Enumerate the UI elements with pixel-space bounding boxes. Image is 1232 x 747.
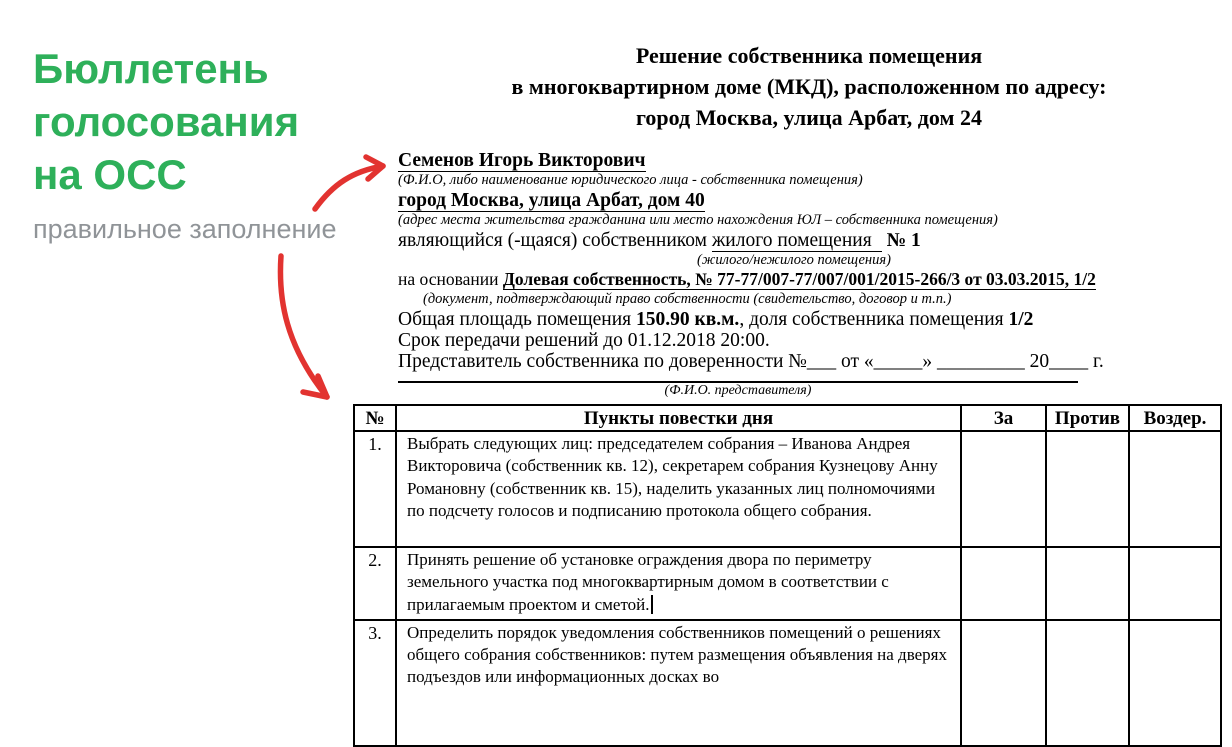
owner-name-caption: (Ф.И.О, либо наименование юридического лица - собственника помещения) [398,172,863,188]
document-title-line-3: город Москва, улица Арбат, дом 24 [635,105,983,130]
premise-number-value: № 1 [886,230,921,251]
agenda-table [353,404,1222,747]
row-3-vote-abstain-cell[interactable] [1129,620,1221,746]
share-value: 1/2 [1008,309,1034,330]
col-header-against: Против [1046,405,1129,431]
premise-type-value: жилого помещения [712,230,882,252]
row-3-vote-against-cell[interactable] [1046,620,1129,746]
promo-title-line-3: на ОСС [33,151,187,198]
owner-address-caption: (адрес места жительства гражданина или место нахождения ЮЛ – собственника помещения) [398,212,998,228]
deadline-line: Срок передачи решений до 01.12.2018 20:00. [398,330,770,351]
premise-prefix: являющийся (-щаяся) собственником [398,230,707,251]
row-3-vote-for-cell[interactable] [961,620,1046,746]
area-prefix: Общая площадь помещения [398,309,632,330]
row-1-vote-against-cell[interactable] [1046,431,1129,547]
row-1-agenda-value: Выбрать следующих лиц: председателем собрания – Иванова Андрея Викторовича (собственник кв. 12), секретарем собрания Кузнецову Анну Романовну (собственник кв. 15), наделить указанных лиц полномочиями по подсчету голосов и подписанию протокола общего собрания. [407,434,938,520]
table-row [354,431,1221,547]
ballot-document [398,0,1220,399]
row-3-number: 3. [354,620,396,746]
row-2-vote-abstain-cell[interactable] [1129,547,1221,620]
basis-caption: (документ, подтверждающий право собственности (свидетельство, договор и т.п.) [423,291,952,307]
col-header-agenda: Пункты повестки дня [396,405,961,431]
col-header-for: За [961,405,1046,431]
table-row [354,547,1221,620]
representative-caption: (Ф.И.О. представителя) [664,383,812,398]
document-title-line-1: Решение собственника помещения [635,43,983,68]
owner-name-line [398,150,1220,171]
premise-line [398,230,1220,251]
row-3-agenda-value: Определить порядок уведомления собственников помещений о решениях общего собрания собственников: путем размещения объявления на дверях подъездов или информационных досках во [407,622,947,687]
document-title [398,0,1220,133]
owner-address-line [398,190,1220,211]
area-value: 150.90 кв.м. [636,309,740,330]
col-header-abstain: Воздер. [1129,405,1221,431]
owner-address-value: город Москва, улица Арбат, дом 40 [398,190,705,211]
promo-title-line-1: Бюллетень [33,45,269,92]
row-1-vote-abstain-cell[interactable] [1129,431,1221,547]
red-arrows-annotation [255,140,415,420]
table-header-row [354,405,1221,431]
promo-title-line-2: голосования [33,98,300,145]
table-row [354,620,1221,746]
share-prefix: , доля собственника помещения [739,309,1004,330]
premise-caption: (жилого/нежилого помещения) [697,252,891,268]
basis-line [398,269,1220,290]
row-1-vote-for-cell[interactable] [961,431,1046,547]
basis-prefix: на основании [398,269,499,289]
row-2-number: 2. [354,547,396,620]
row-1-agenda-text [396,431,961,547]
row-2-vote-for-cell[interactable] [961,547,1046,620]
basis-value: Долевая собственность, № 77-77/007-77/007/001/2015-266/3 от 03.03.2015, 1/2 [502,269,1096,289]
col-header-number: № [354,405,396,431]
document-title-line-2: в многоквартирном доме (МКД), расположенном по адресу: [511,74,1107,99]
row-2-vote-against-cell[interactable] [1046,547,1129,620]
area-line [398,309,1220,330]
owner-name-value: Семенов Игорь Викторович [398,150,646,171]
row-3-agenda-text [396,620,961,746]
representative-line: Представитель собственника по доверенности №___ от «_____» _________ 20____ г. [398,351,1104,372]
promo-subtitle: правильное заполнение [33,214,337,244]
row-2-agenda-value: Принять решение об установке ограждения двора по периметру земельного участка под многоквартирным домом в соответствии с прилагаемым проектом и сметой. [407,550,889,614]
row-1-number: 1. [354,431,396,547]
row-2-agenda-text[interactable] [396,547,961,620]
text-cursor [651,595,653,614]
